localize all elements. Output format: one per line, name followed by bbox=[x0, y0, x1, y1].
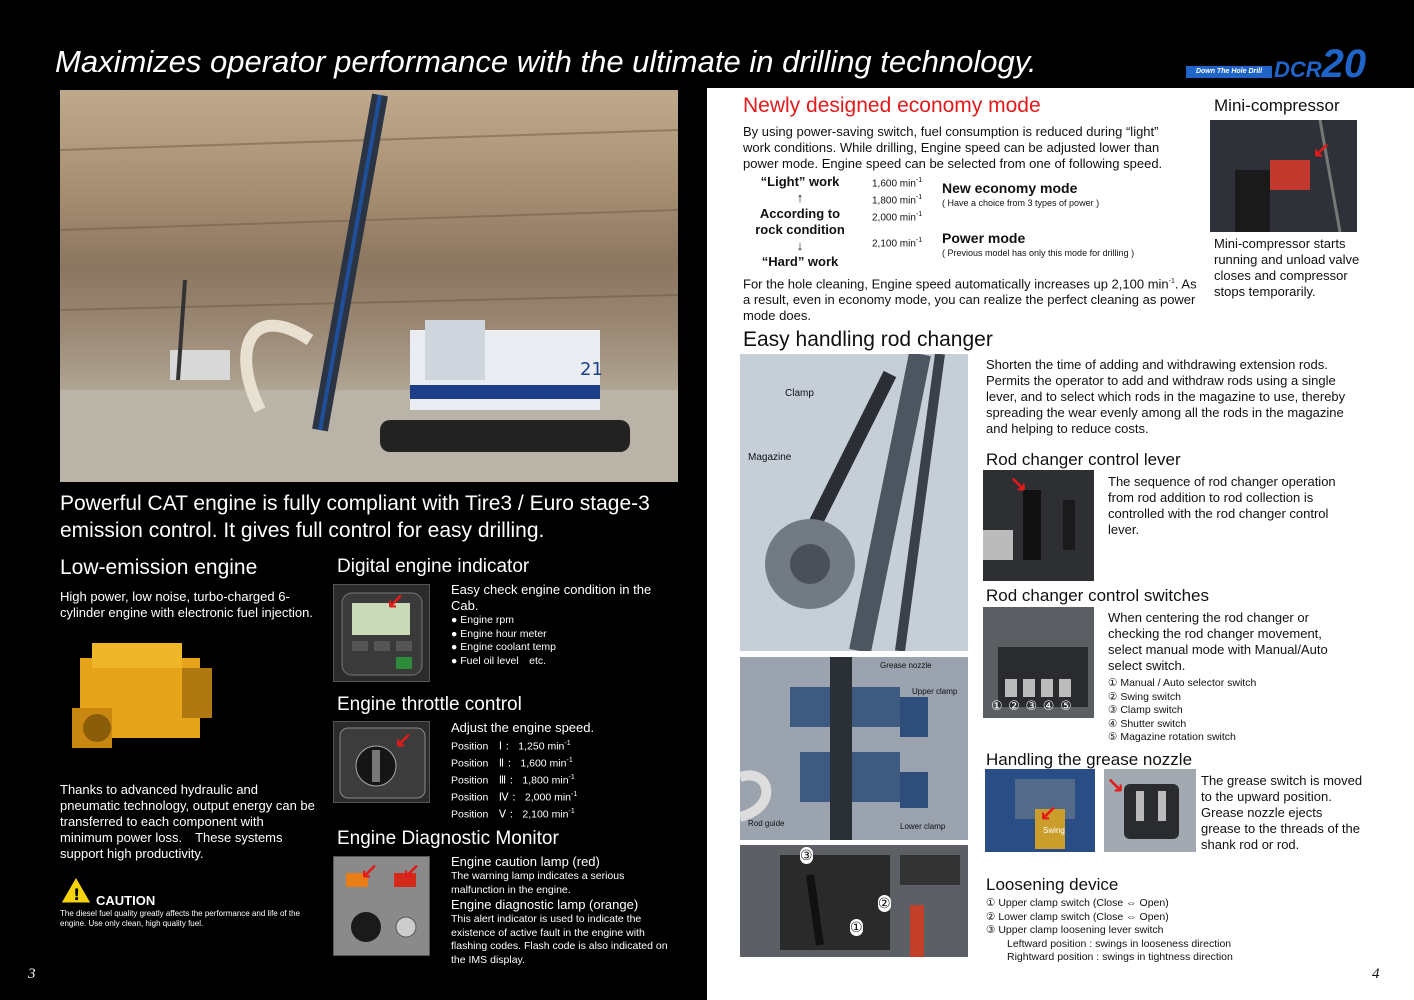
clamp-photo bbox=[740, 657, 968, 840]
control-switches-title: Rod changer control switches bbox=[986, 586, 1210, 605]
engine-photo bbox=[62, 628, 222, 770]
page-title: Maximizes operator performance with the ultimate in drilling technology. bbox=[55, 44, 1037, 79]
svg-text:!: ! bbox=[73, 885, 81, 904]
mini-compressor-title: Mini-compressor bbox=[1214, 96, 1340, 115]
list-item: 1,800 $\min^{-1}$ bbox=[872, 193, 923, 207]
economy-speeds bbox=[872, 174, 922, 224]
grease-switch-arrow-icon: ↘ bbox=[1106, 773, 1125, 798]
work-scale bbox=[748, 174, 852, 270]
list-item: Position Ⅴ ： 2,100 $\min^{-1}$ bbox=[451, 808, 575, 821]
hard-work-label: “Hard” work bbox=[761, 254, 839, 269]
new-mode-label: New economy mode bbox=[942, 180, 1078, 196]
power-speed: 2,100 $\min^{-1}$ bbox=[872, 237, 923, 250]
loosening-num-2: ② bbox=[878, 895, 891, 911]
throttle-photo bbox=[333, 721, 430, 803]
digital-indicator-list bbox=[451, 614, 556, 668]
list-item: Position Ⅲ ： 1,800 $\min^{-1}$ bbox=[451, 774, 575, 787]
intro-text: Powerful CAT engine is fully compliant with Tire3 / Euro stage-3 emission control. It gives full control for easy drilling. bbox=[60, 492, 650, 542]
list-item: ● Engine hour meter bbox=[451, 628, 556, 642]
caution-text: The diesel fuel quality greatly affects the performance and life of the engine. Use only clean, high quality fuel. bbox=[60, 909, 300, 928]
label-magazine: Magazine bbox=[748, 452, 792, 463]
caution-lamp-text: The warning lamp indicates a serious malfunction in the engine. bbox=[451, 870, 625, 896]
diagnostic-title: Engine Diagnostic Monitor bbox=[337, 828, 559, 849]
hero-drill-photo bbox=[60, 90, 678, 482]
page-number-right: 4 bbox=[1372, 966, 1380, 982]
swing-label: Swing bbox=[1043, 826, 1065, 835]
loosening-title: Loosening device bbox=[986, 875, 1119, 894]
power-mode-note: ( Previous model has only this mode for drilling ) bbox=[942, 248, 1135, 258]
grease-photo-1 bbox=[985, 769, 1095, 852]
list-item: 2,000 $\min^{-1}$ bbox=[872, 210, 923, 223]
list-item: ⑤ Magazine rotation switch bbox=[1108, 731, 1236, 743]
power-mode-label: Power mode bbox=[942, 230, 1026, 246]
light-work-label: “Light” work bbox=[760, 174, 840, 189]
list-item: ① Manual / Auto selector switch bbox=[1108, 677, 1257, 689]
mini-compressor-text: Mini-compressor starts running and unload valve closes and compressor stops temporarily. bbox=[1214, 236, 1360, 299]
page-number-left: 3 bbox=[28, 966, 36, 982]
list-item: Position Ⅰ ： 1,250 $\min^{-1}$ bbox=[451, 740, 571, 753]
diag-lamp-arrow-icon: ↙ bbox=[402, 859, 421, 884]
caution-lamp-label: Engine caution lamp (red) bbox=[451, 854, 600, 869]
grease-text: The grease switch is moved to the upward position. Grease nozzle ejects grease to the threads of the shank rod or rod. bbox=[1201, 773, 1363, 852]
loosening-num-1: ① bbox=[850, 919, 863, 935]
loosening-num-3: ③ bbox=[800, 847, 813, 863]
warning-icon bbox=[60, 876, 92, 904]
throttle-title: Engine throttle control bbox=[337, 694, 522, 715]
list-item: 1,600 $\min^{-1}$ bbox=[872, 177, 923, 190]
list-item: ② Swing switch bbox=[1108, 690, 1182, 703]
list-item: ③ Upper clamp loosening lever switch bbox=[986, 924, 1164, 936]
list-item: ● Engine coolant temp bbox=[451, 641, 556, 655]
control-switches-list bbox=[1108, 677, 1256, 745]
control-switches-photo bbox=[983, 607, 1094, 718]
digital-indicator-photo bbox=[333, 584, 430, 682]
diagnostic-photo bbox=[333, 856, 430, 956]
digital-indicator-title: Digital engine indicator bbox=[337, 556, 530, 577]
control-lever-text: The sequence of rod changer operation from rod addition to rod collection is controlled with the rod changer control lever. bbox=[1108, 474, 1336, 537]
compressor-arrow-icon: ↙ bbox=[1312, 138, 1331, 163]
logo-main: DCR20 bbox=[1274, 42, 1367, 86]
logo-tag: Down The Hole Drill bbox=[1186, 66, 1272, 78]
list-item: Rightward position : swings in tightness direction bbox=[1007, 951, 1233, 963]
rod-changer-photo bbox=[740, 354, 968, 651]
caution-label: CAUTION bbox=[96, 893, 156, 908]
list-item: ④ Shutter switch bbox=[1108, 717, 1187, 730]
label-lower-clamp: Lower clamp bbox=[900, 822, 946, 831]
list-item: ② Lower clamp switch (Close ⇔ Open) bbox=[986, 910, 1169, 923]
rod-changer-title: Easy handling rod changer bbox=[743, 328, 993, 351]
grease-title: Handling the grease nozzle bbox=[986, 750, 1193, 769]
throttle-positions bbox=[451, 737, 577, 822]
grease-arrow-icon: ↙ bbox=[1039, 801, 1058, 826]
list-item: ● Fuel oil level etc. bbox=[451, 655, 556, 669]
rod-changer-text: Shorten the time of adding and withdrawing extension rods. Permits the operator to add and withdraw rods using a single lever, and to select which rods in the magazine to use, thereby spreading the wear evenly among all the rods in the magazine and helping to reduce costs. bbox=[986, 357, 1346, 436]
caution-lamp-arrow-icon: ↙ bbox=[360, 859, 379, 884]
according-label: According to rock condition bbox=[755, 206, 845, 237]
control-switches-text: When centering the rod changer or checking the rod changer movement, select manual mode with Manual/Auto select switch. bbox=[1108, 610, 1328, 673]
low-emission-title: Low-emission engine bbox=[60, 556, 258, 579]
switch-numbers: ① ② ③ ④ ⑤ bbox=[991, 698, 1073, 713]
loosening-list bbox=[986, 897, 1233, 965]
grease-photo-2 bbox=[1104, 769, 1196, 852]
svg-text:21: 21 bbox=[580, 359, 603, 380]
mini-compressor-photo bbox=[1210, 120, 1357, 232]
label-upper-clamp: Upper clamp bbox=[912, 687, 958, 696]
list-item: Position Ⅱ ： 1,600 $\min^{-1}$ bbox=[451, 757, 573, 770]
dcr20-logo bbox=[1186, 40, 1382, 88]
digital-indicator-text: Easy check engine condition in the Cab. bbox=[451, 582, 652, 613]
hydraulic-text: Thanks to advanced hydraulic and pneumatic technology, output energy can be transferred to each component with minimum power loss. These systems support high productivity. bbox=[60, 782, 315, 861]
label-grease-nozzle: Grease nozzle bbox=[880, 661, 932, 670]
control-lever-title: Rod changer control lever bbox=[986, 450, 1181, 469]
list-item: ③ Clamp switch bbox=[1108, 704, 1183, 716]
throttle-arrow-icon: ↙ bbox=[394, 728, 413, 753]
lever-arrow-icon: ↘ bbox=[1009, 472, 1028, 497]
label-clamp: Clamp bbox=[785, 388, 814, 399]
arrow-down-icon: ↓ bbox=[796, 238, 804, 253]
list-item: ● Engine rpm bbox=[451, 614, 556, 628]
low-emission-text: High power, low noise, turbo-charged 6-cylinder engine with electronic fuel injection. bbox=[60, 589, 313, 620]
indicator-arrow-icon: ↙ bbox=[386, 589, 405, 614]
economy-text: By using power-saving switch, fuel consumption is reduced during “light” work conditions. While drilling, Engine speed can be adjusted lower than power mode. Engine speed can be selected from one of following speed. bbox=[743, 124, 1163, 171]
throttle-text: Adjust the engine speed. bbox=[451, 720, 595, 735]
list-item: Leftward position : swings in looseness direction bbox=[1007, 937, 1232, 950]
new-mode-note: ( Have a choice from 3 types of power ) bbox=[942, 198, 1100, 208]
diag-lamp-text: This alert indicator is used to indicate the existence of active fault in the engine with flashing codes. Flash code is also indicated on the IMS display. bbox=[451, 913, 668, 966]
arrow-up-icon: ↑ bbox=[796, 190, 804, 205]
list-item: ① Upper clamp switch (Close ⇔ Open) bbox=[986, 897, 1169, 909]
economy-footer: For the hole cleaning, Engine speed automatically increases up 2,100 $\min^{-1}$. As a result, even in economy mode, you can realize the perfect cleaning as power mode does. bbox=[743, 276, 1197, 324]
list-item: Position Ⅳ ： 2,000 $\min^{-1}$ bbox=[451, 791, 578, 804]
diag-lamp-label: Engine diagnostic lamp (orange) bbox=[451, 897, 639, 912]
label-rod-guide: Rod guide bbox=[748, 819, 785, 828]
loosening-photo bbox=[740, 845, 968, 957]
control-lever-photo bbox=[983, 470, 1094, 581]
economy-title: Newly designed economy mode bbox=[743, 94, 1041, 117]
